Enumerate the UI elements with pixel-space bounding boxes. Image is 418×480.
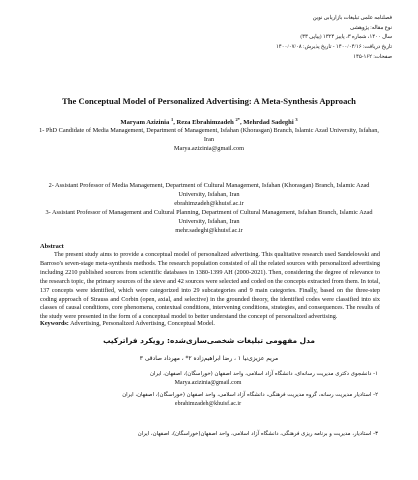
journal-meta bbox=[192, 14, 392, 63]
persian-authors: مریم عزیزی‌نیا ۱ ، رضا ابراهیم‌زاده ۲* ، مهرداد صادقی ۳ bbox=[139, 356, 279, 362]
keywords-list: Advertising, Personalized Advertising, Conceptual Model. bbox=[70, 320, 215, 327]
author-separator: , bbox=[173, 119, 177, 127]
author-separator: , bbox=[240, 119, 244, 127]
keywords-label: Keywords: bbox=[40, 320, 69, 327]
author-list bbox=[0, 117, 418, 126]
author-mark: 2* bbox=[235, 117, 240, 122]
affiliation-text: 2- Assistant Professor of Media Management, Department of Cultural Management, Isfahan (Khorasgan) Branch, Islamic Azad University, Isfahan, Iran bbox=[48, 182, 370, 198]
author-email[interactable]: ebrahimzadeh@khuisf.ac.ir bbox=[174, 199, 244, 207]
keywords bbox=[40, 320, 380, 327]
abstract-text: The present study aims to provide a conceptual model of personalized advertising. This qualitative research used Sandelowski and Barroso's seven-stage meta-synthesis methods. The research population consisted of all the related sources with personalized advertising including 2210 published sources from scientific databases in 1380-1399 AH (2000-2021). Then, considering the degree of relevance to the research topic, the primary sources of the sieve and 42 sources were selected and coded on the concepts extracted from them. In total, 137 concepts were identified, which were categorized into 29 subcategories and 9 main categories. Finally, based on the three-step coding approach of Strauss and Corbin (open, axial, and selective) in the grounded theory, the identified codes were classified into six classes of causal conditions, core phenomena, contextual conditions, intervening conditions, strategies, and consequences. The results of the study were presented in the form of a conceptual model to better understand the concept of personalized advertising. bbox=[40, 251, 380, 321]
journal-meta-line: تاریخ دریافت: ۱۴۰۰/۰۴/۱۶ - تاریخ پذیرش: ۱۴۰۰/۰۷/۰۸ bbox=[275, 44, 392, 51]
journal-meta-line: فصلنامه علمی تبلیغات بازاریابی نوین bbox=[312, 15, 392, 21]
author-name: Reza Ebrahimzadeh bbox=[176, 119, 234, 127]
persian-affiliation bbox=[38, 370, 378, 388]
author-email[interactable]: ebrahimzadeh@khuisf.ac.ir bbox=[174, 401, 242, 407]
persian-affiliation bbox=[38, 391, 378, 409]
journal-meta-line: نوع مقاله: پژوهشی bbox=[350, 24, 392, 31]
affiliation-text: 3- Assistant Professor of Management and Cultural Planning, Department of Cultural Management, Isfahan Branch, Islamic Azad University, Isfahan, Iran bbox=[45, 209, 373, 225]
author-email[interactable]: Marya.azizinia@gmail.com bbox=[174, 380, 242, 386]
persian-affiliation-text: ۲- استادیار مدیریت رسانه، گروه مدیریت فرهنگی، دانشگاه آزاد اسلامی، واحد اصفهان (خوراسگان)، اصفهان، ایران bbox=[122, 392, 378, 398]
persian-affiliation-text: ۳- استادیار، مدیریت و برنامه ریزی فرهنگی، دانشگاه آزاد اسلامی، واحد اصفهان(خوراسگان)، اصفهان، ایران bbox=[137, 431, 378, 437]
author-name: Maryam Azizinia bbox=[120, 119, 170, 127]
author-mark: 3 bbox=[295, 117, 298, 122]
persian-affiliation-text: ۱- دانشجوی دکتری مدیریت رسانه‌ای، دانشگاه آزاد اسلامی، واحد اصفهان (خوراسگان)، اصفهان، ایران bbox=[150, 371, 378, 377]
affiliation bbox=[36, 182, 382, 208]
journal-meta-line: صفحات: ۱۶۲-۱۴۵ bbox=[353, 53, 392, 60]
author-email[interactable]: Marya.azizinia@gmail.com bbox=[173, 144, 245, 152]
persian-affiliation bbox=[38, 430, 378, 439]
affiliation bbox=[36, 127, 382, 153]
affiliation-text: 1- PhD Candidate of Media Management, Department of Management, Isfahan (Khorasgan) Branch, Islamic Azad University, Isfahan, Iran bbox=[39, 127, 379, 143]
author-email[interactable]: mehr.sadeghi@khuisf.ac.ir bbox=[175, 226, 243, 234]
affiliation bbox=[36, 209, 382, 235]
abstract-heading: Abstract bbox=[40, 243, 64, 250]
persian-title: مدل مفهومی تبلیغات شخصی‌سازی‌شده: رویکرد فراترکیب bbox=[103, 336, 315, 345]
paper-title: The Conceptual Model of Personalized Advertising: A Meta-Synthesis Approach bbox=[62, 96, 356, 106]
author-mark: 1 bbox=[170, 117, 174, 122]
journal-meta-line: سال ۱۴۰۰، شماره ۳، پاییز ۱۳۲۴ (پیاپی ۳۳) bbox=[300, 34, 392, 41]
author-name: Mehrdad Sadeghi bbox=[243, 119, 294, 127]
